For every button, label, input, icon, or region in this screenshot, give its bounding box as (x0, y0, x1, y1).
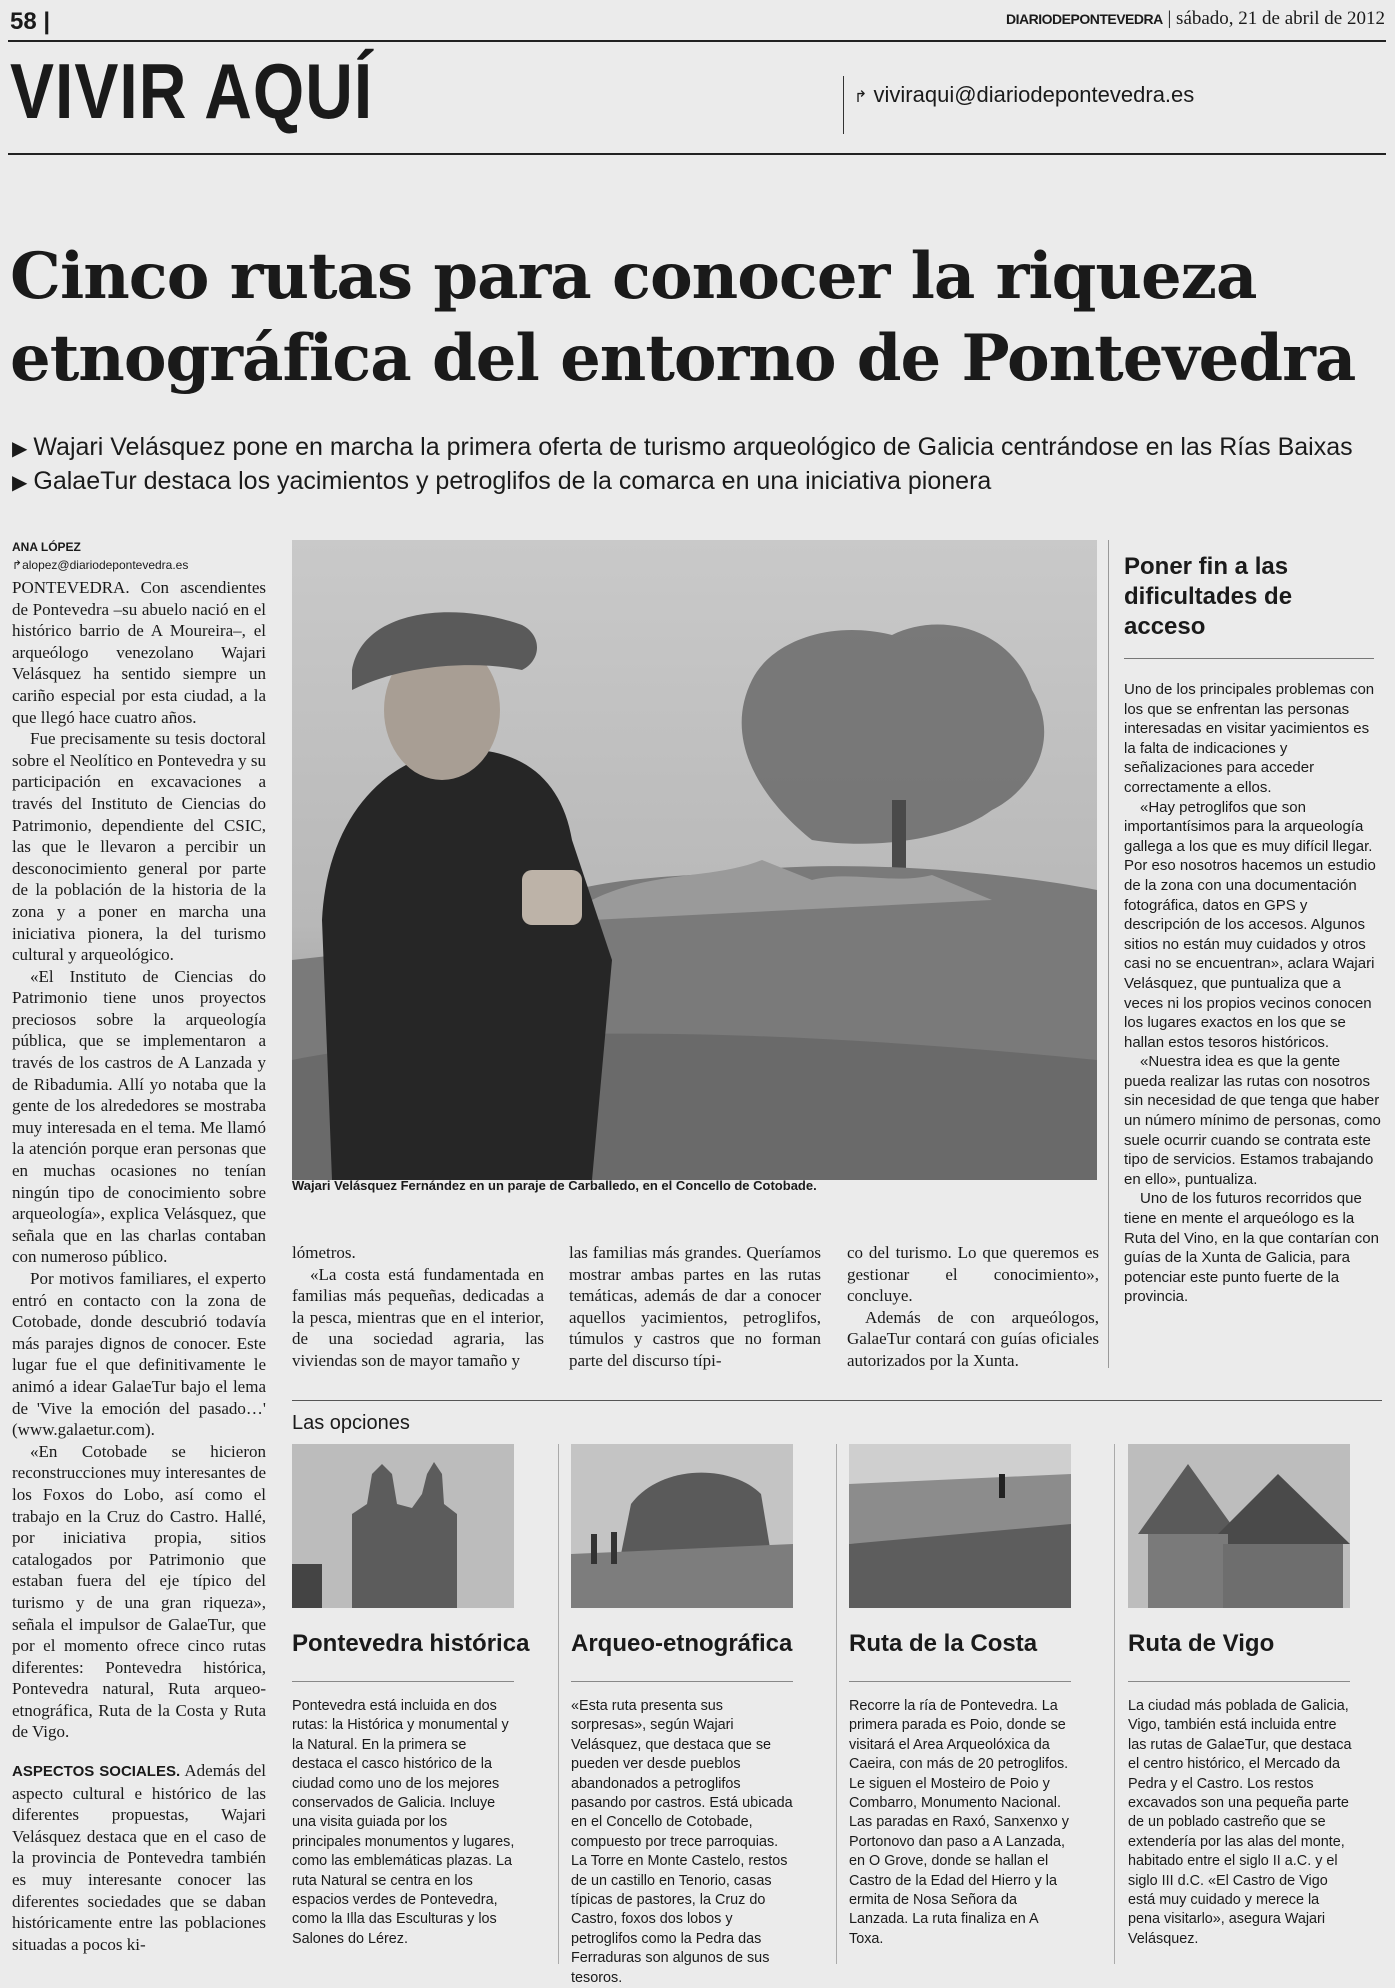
article-column-1 (12, 577, 266, 1743)
headline-line-2: etnográfica del entorno de Pontevedra (10, 321, 1356, 396)
option-rule (292, 1681, 514, 1682)
page-number: 58 | (10, 8, 51, 35)
sidebar-paragraph: «Hay petroglifos que son importantísimos para la arqueología gallega a los que es muy difícil llegar. Por eso nosotros hacemos un estudio de la zona con una documentación fotográfica, datos en GPS y descripción de los accesos. Algunos sitios no están muy cuidados y otros casi no se encuentran», aclara Wajari Velásquez, que puntualiza que a veces ni los propios vecinos conocen los lugares exactos en los que se hallan estos tesoros históricos. (1124, 798, 1376, 1051)
top-rule (8, 40, 1386, 42)
paragraph: co del turismo. Lo que queremos es gestionar el conocimiento», concluye. (847, 1243, 1099, 1306)
section-title: VIVIR AQUÍ (10, 47, 374, 135)
byline-email[interactable] (12, 558, 188, 572)
photo-caption: Wajari Velásquez Fernández en un paraje de Carballedo, en el Concello de Cotobade. (292, 1178, 817, 1193)
options-label: Las opciones (292, 1412, 410, 1434)
option-title-4: Ruta de Vigo (1128, 1630, 1275, 1657)
option-rule (849, 1681, 1071, 1682)
option-text-3: Recorre la ría de Pontevedra. La primera parada es Poio, donde se visitará el Area Arqueolóxica da Caeira, con más de 20 petroglifos. Le siguen el Mosteiro de Poio y Combarro, Monumento Nacional. Las paradas en Raxó, Sanxenxo y Portonovo dan paso a A Lanzada, en O Grove, donde se hallan el Castro de la Edad del Hierro y la ermita de Nosa Señora da Lanzada. La ruta finaliza en A Toxa. (849, 1698, 1069, 1947)
options-divider (1114, 1444, 1115, 1964)
paragraph: PONTEVEDRA. Con ascendientes de Pontevedra –su abuelo nació en el histórico barrio de A Moureira–, el arqueólogo venezolano Wajari Velásquez ha sentido siempre un cariño especial por esta ciudad, a la que llegó hace cuatro años. (12, 578, 266, 727)
option-text-4: La ciudad más poblada de Galicia, Vigo, también está incluida entre las rutas de GalaeTur, que destaca el centro histórico, el Mercado da Pedra y el Castro. Los restos excavados son una pequeña parte de un poblado castreño que se extendería por las alas del monte, habitado entre el siglo II a.C. y el siglo III d.C. «El Castro de Vigo está muy cuidado y merece la pena visitarlo», asegura Wajari Velásquez. (1128, 1698, 1352, 1947)
sidebar-paragraph: «Nuestra idea es que la gente pueda realizar las rutas con nosotros sin necesidad de que tenga que haber un número mínimo de personas, como suele ocurrir cuando se contrata este tipo de servicios. Estamos trabajando en ello», puntualiza. (1124, 1053, 1381, 1188)
sidebar-title: Poner fin a las dificultades de acceso (1124, 553, 1293, 640)
option-title-3: Ruta de la Costa (849, 1630, 1038, 1657)
email-icon: ↱ (12, 558, 23, 572)
section-email[interactable] (854, 82, 1194, 108)
subheadline-2-text: GalaeTur destaca los yacimientos y petroglifos de la comarca en una iniciativa pionera (33, 467, 992, 495)
paragraph: las familias más grandes. Queríamos mostrar ambas partes en las rutas temáticas, además de dar a conocer aquellos yacimientos, petroglifos, túmulos y castros que no forman parte del discurso típi- (569, 1243, 821, 1370)
subheadline-2 (12, 467, 991, 496)
article-column-4 (847, 1242, 1099, 1372)
option-image-pontevedra-historica (292, 1444, 514, 1608)
options-rule (292, 1400, 1382, 1401)
byline-author: ANA LÓPEZ (12, 540, 81, 554)
section-divider (843, 76, 844, 134)
section-rule (8, 153, 1386, 155)
option-text-2: «Esta ruta presenta sus sorpresas», según Wajari Velásquez, que destaca que se pueden ver desde pueblos abandonados a petroglifos pasando por castros. Está ubicada en el Concello de Cotobade, compuesto por trece parroquias. La Torre en Monte Castelo, restos de un castillo en Tenorio, casas típicas de pastores, la Cruz do Castro, foxos dos lobos y petroglifos como la Pedra das Ferraduras son algunos de sus tesoros. (571, 1698, 793, 1986)
article-column-3 (569, 1242, 821, 1372)
triangle-bullet-icon: ▶ (12, 472, 28, 494)
option-title-1: Pontevedra histórica (292, 1630, 530, 1657)
email-icon: ↱ (854, 89, 868, 106)
masthead: DIARIODEPONTEVEDRA (1006, 11, 1163, 27)
paragraph: «En Cotobade se hicieron reconstrucciones muy interesantes de los Foxos do Lobo, así como el trabajo en la Cruz do Castro. Hallé, por iniciativa propia, sitios catalogados por Patrimonio que estaban fuera del eje típico del turismo y de una gran riqueza», señala el impulsor de GalaeTur, que por el momento ofrece cinco rutas diferentes: Pontevedra histórica, Pontevedra natural, Ruta arqueo-etnográfica, Ruta de la Costa y Ruta de Vigo. (12, 1441, 266, 1742)
paragraph: Fue precisamente su tesis doctoral sobre el Neolítico en Pontevedra y su participación en excavaciones a través del Instituto de Ciencias do Patrimonio, dependiente del CSIC, las que le llevaron a percibir un desconocimiento general por parte de la población de la historia de la zona y a poner en marcha una iniciativa pionera, la del turismo cultural y arqueológico. (12, 729, 266, 965)
option-rule (571, 1681, 793, 1682)
main-photo (292, 540, 1097, 1180)
paragraph: lómetros. (292, 1243, 356, 1262)
sidebar-rule (1124, 658, 1374, 659)
date-line: DIARIODEPONTEVEDRA | sábado, 21 de abril de 2012 (1006, 8, 1385, 29)
subheading-social: ASPECTOS SOCIALES. (12, 1763, 181, 1780)
options-divider (836, 1444, 837, 1964)
paragraph: Por motivos familiares, el experto entró en contacto con la zona de Cotobade, donde descubrió todavía más parajes dignos de conocer. Este lugar fue el que definitivamente le animó a idear GalaeTur bajo el lema de 'Vive la emoción del pasado…' (www.galaetur.com). (12, 1269, 266, 1440)
options-divider (558, 1444, 559, 1964)
section-email-text: viviraqui@diariodepontevedra.es (873, 82, 1195, 107)
triangle-bullet-icon: ▶ (12, 438, 28, 460)
publication-date: sábado, 21 de abril de 2012 (1176, 8, 1385, 29)
option-rule (1128, 1681, 1350, 1682)
headline-line-1: Cinco rutas para conocer la riqueza (10, 239, 1257, 314)
sidebar-divider (1108, 540, 1109, 1368)
headline (10, 236, 1390, 400)
sidebar-body (1124, 680, 1382, 1307)
option-text-1: Pontevedra está incluida en dos rutas: la Histórica y monumental y la Natural. En la primera se destaca el casco histórico de la ciudad como uno de los mejores conservados de Galicia. Incluye una visita guiada por los principales monumentos y lugares, como las emblemáticas plazas. La ruta Natural se centra en los espacios verdes de Pontevedra, como la Illa das Esculturas y los Salones do Lérez. (292, 1698, 515, 1947)
sidebar-paragraph: Uno de los principales problemas con los que se enfrentan las personas interesadas en visitar yacimientos es la falta de indicaciones y señalizaciones para acceder correctamente a ellos. (1124, 681, 1375, 796)
option-image-arqueo-etnografica (571, 1444, 793, 1608)
article-column-2 (292, 1242, 544, 1372)
subheadline-1-text: Wajari Velásquez pone en marcha la primera oferta de turismo arqueológico de Galicia centrándose en las Rías Baixas (33, 433, 1353, 461)
subheadline-1 (12, 433, 1353, 462)
paragraph: «El Instituto de Ciencias do Patrimonio tiene unos proyectos preciosos sobre la arqueología pública, que se implementaron a través de los castros de A Lanzada y de Ribadumia. Allí yo notaba que la gente de los alrededores se mostraba muy interesada en el tema. Me llamó la atención porque eran personas que en muchas ocasiones no tenían ningún tipo de conocimiento sobre arqueología», explica Velásquez, que señala que en las charlas contaban con numeroso público. (12, 966, 266, 1267)
option-image-ruta-de-vigo (1128, 1444, 1350, 1608)
byline-email-text: alopez@diariodepontevedra.es (22, 558, 189, 572)
sidebar-paragraph: Uno de los futuros recorridos que tiene en mente el arqueólogo es la Ruta del Vino, en la que contarían con guías de la Xunta de Galicia, para potenciar este punto fuerte de la provincia. (1124, 1190, 1379, 1306)
article-column-1-tail (12, 1760, 266, 1955)
paragraph: Además de con arqueólogos, GalaeTur contará con guías oficiales autorizados por la Xunta. (847, 1307, 1099, 1370)
option-image-ruta-de-la-costa (849, 1444, 1071, 1608)
option-title-2: Arqueo-etnográfica (571, 1630, 793, 1657)
paragraph: «La costa está fundamentada en familias más pequeñas, dedicadas a la pesca, mientras que en el interior, de una sociedad agraria, las viviendas son de mayor tamaño y (292, 1264, 544, 1370)
paragraph: Además del aspecto cultural e histórico de las diferentes propuestas, Wajari Velásquez destaca que en el caso de la provincia de Pontevedra también es muy interesante conocer las diferentes sociedades que se daban históricamente entre las poblaciones situadas a pocos ki- (12, 1761, 266, 1954)
